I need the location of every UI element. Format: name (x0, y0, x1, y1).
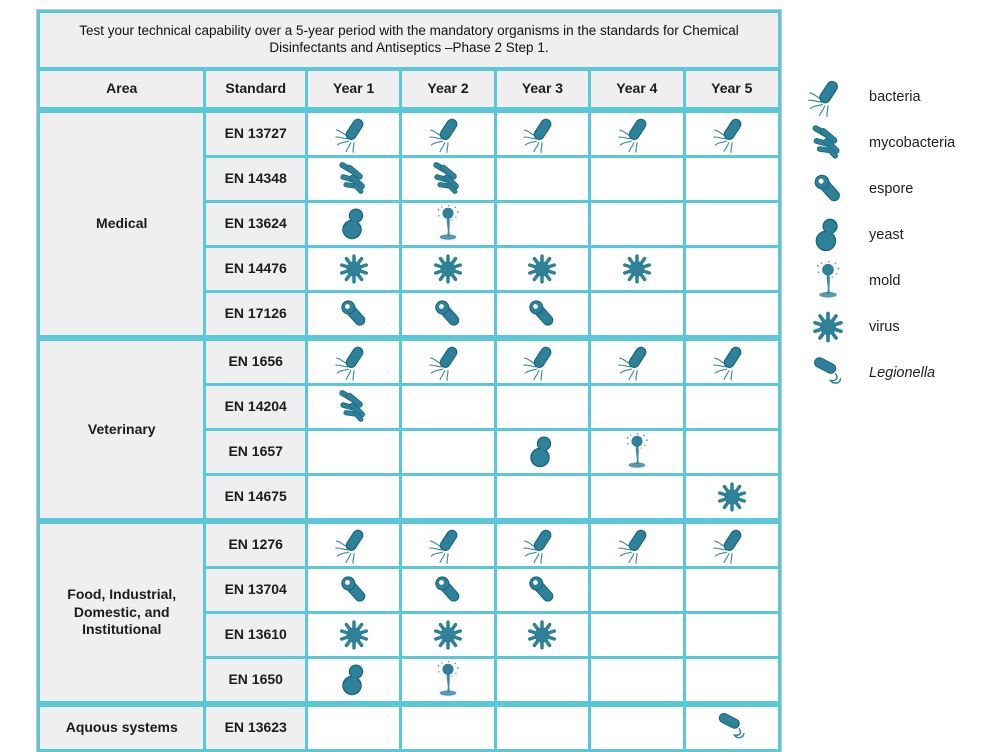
organism-cell (590, 338, 684, 385)
standard-cell: EN 1656 (205, 338, 307, 385)
organism-cell (495, 613, 589, 658)
table-row (39, 521, 780, 568)
organism-cell (590, 110, 684, 157)
virus-icon (808, 307, 848, 347)
espore-icon (808, 169, 848, 209)
legend-label: Legionella (869, 365, 936, 381)
standard-cell: EN 13623 (205, 704, 307, 751)
organism-cell (306, 568, 400, 613)
bacteria-icon (713, 526, 751, 564)
legend-icon-holder (805, 307, 851, 347)
legend-item (805, 304, 985, 350)
yeast-icon (335, 661, 373, 699)
organism-cell (590, 157, 684, 202)
legend-item (805, 120, 985, 166)
organism-cell (495, 292, 589, 339)
area-cell: Veterinary (39, 338, 205, 521)
mold-icon (618, 433, 656, 471)
area-cell: Aquous systems (39, 704, 205, 751)
mycobacteria-icon (335, 388, 373, 426)
virus-icon (523, 250, 561, 288)
organism-cell (401, 430, 495, 475)
organism-cell (495, 202, 589, 247)
organism-cell (306, 110, 400, 157)
bacteria-icon (523, 526, 561, 564)
legend-item (805, 166, 985, 212)
mycobacteria-icon (429, 160, 467, 198)
virus-icon (618, 250, 656, 288)
header-row (39, 69, 780, 110)
espore-icon (429, 571, 467, 609)
organism-cell (590, 568, 684, 613)
organism-cell (495, 247, 589, 292)
virus-icon (713, 478, 751, 516)
virus-icon (429, 250, 467, 288)
legend-icon-holder (805, 169, 851, 209)
organism-cell (684, 385, 779, 430)
standard-cell: EN 13704 (205, 568, 307, 613)
legionella-icon (713, 709, 751, 747)
column-header-year4: Year 4 (590, 69, 684, 110)
organism-cell (684, 338, 779, 385)
organism-cell (684, 202, 779, 247)
organism-cell (401, 568, 495, 613)
organism-cell (590, 430, 684, 475)
bacteria-icon (808, 77, 848, 117)
organism-cell (306, 247, 400, 292)
organism-cell (495, 157, 589, 202)
table-row (39, 338, 780, 385)
capability-table (37, 10, 781, 752)
organism-cell (401, 292, 495, 339)
legend-icon-holder (805, 261, 851, 301)
organism-cell (401, 475, 495, 522)
organism-cell (590, 521, 684, 568)
organism-cell (590, 613, 684, 658)
organism-cell (684, 613, 779, 658)
standard-cell: EN 1657 (205, 430, 307, 475)
table-row (39, 110, 780, 157)
organism-cell (495, 658, 589, 705)
organism-cell (306, 385, 400, 430)
mycobacteria-icon (808, 123, 848, 163)
organism-cell (684, 475, 779, 522)
legend-label: virus (869, 319, 900, 335)
organism-cell (306, 658, 400, 705)
organism-cell (401, 521, 495, 568)
yeast-icon (335, 205, 373, 243)
espore-icon (335, 295, 373, 333)
espore-icon (523, 295, 561, 333)
espore-icon (523, 571, 561, 609)
table-row (39, 704, 780, 751)
legend-label: mold (869, 273, 901, 289)
organism-cell (684, 430, 779, 475)
bacteria-icon (335, 115, 373, 153)
virus-icon (429, 616, 467, 654)
organism-cell (590, 704, 684, 751)
mold-icon (429, 661, 467, 699)
legend-icon-holder (805, 353, 851, 393)
virus-icon (335, 250, 373, 288)
organism-cell (401, 613, 495, 658)
organism-cell (401, 338, 495, 385)
bacteria-icon (523, 115, 561, 153)
legionella-icon (808, 353, 848, 393)
bacteria-icon (429, 526, 467, 564)
area-cell: Food, Industrial, Domestic, and Institutional (39, 521, 205, 704)
table-body (39, 110, 780, 751)
standard-cell: EN 13624 (205, 202, 307, 247)
organism-cell (306, 704, 400, 751)
organism-cell (495, 704, 589, 751)
organism-cell (684, 110, 779, 157)
standard-cell: EN 1276 (205, 521, 307, 568)
bacteria-icon (429, 343, 467, 381)
standard-cell: EN 14348 (205, 157, 307, 202)
column-header-year2: Year 2 (401, 69, 495, 110)
bacteria-icon (618, 343, 656, 381)
espore-icon (335, 571, 373, 609)
organism-cell (495, 475, 589, 522)
bacteria-icon (618, 526, 656, 564)
organism-cell (306, 613, 400, 658)
mold-icon (808, 261, 848, 301)
standard-cell: EN 14476 (205, 247, 307, 292)
legend-icon-holder (805, 123, 851, 163)
organism-cell (306, 475, 400, 522)
table-title: Test your technical capability over a 5-year period with the mandatory organisms in the standards for Chemical Disinfectants and Antiseptics –Phase 2 Step 1. (39, 12, 780, 70)
column-header-area: Area (39, 69, 205, 110)
bacteria-icon (618, 115, 656, 153)
bacteria-icon (335, 343, 373, 381)
bacteria-icon (713, 115, 751, 153)
organism-cell (590, 385, 684, 430)
organism-cell (401, 202, 495, 247)
organism-cell (495, 338, 589, 385)
organism-cell (684, 658, 779, 705)
organism-cell (590, 658, 684, 705)
standard-cell: EN 14675 (205, 475, 307, 522)
bacteria-icon (713, 343, 751, 381)
organism-cell (590, 202, 684, 247)
standard-cell: EN 13610 (205, 613, 307, 658)
yeast-icon (523, 433, 561, 471)
legend-item (805, 74, 985, 120)
organism-cell (306, 202, 400, 247)
standard-cell: EN 13727 (205, 110, 307, 157)
legend-icon-holder (805, 77, 851, 117)
legend-item (805, 350, 985, 396)
organism-cell (684, 568, 779, 613)
organism-cell (684, 247, 779, 292)
organism-cell (684, 292, 779, 339)
legend-label: bacteria (869, 89, 921, 105)
legend-icon-holder (805, 215, 851, 255)
organism-cell (684, 521, 779, 568)
mycobacteria-icon (335, 160, 373, 198)
yeast-icon (808, 215, 848, 255)
legend-label: mycobacteria (869, 135, 956, 151)
organism-cell (306, 521, 400, 568)
column-header-year1: Year 1 (306, 69, 400, 110)
organism-cell (306, 338, 400, 385)
organism-cell (401, 704, 495, 751)
organism-cell (401, 658, 495, 705)
organism-cell (495, 430, 589, 475)
area-cell: Medical (39, 110, 205, 338)
organism-cell (590, 475, 684, 522)
organism-cell (401, 385, 495, 430)
legend-item (805, 212, 985, 258)
legend-label: yeast (869, 227, 904, 243)
organism-cell (684, 157, 779, 202)
organism-cell (401, 110, 495, 157)
bacteria-icon (429, 115, 467, 153)
organism-cell (306, 157, 400, 202)
organism-cell (495, 110, 589, 157)
legend (805, 74, 985, 396)
standard-cell: EN 17126 (205, 292, 307, 339)
organism-cell (684, 704, 779, 751)
column-header-year3: Year 3 (495, 69, 589, 110)
bacteria-icon (335, 526, 373, 564)
capability-table-wrapper (37, 10, 781, 752)
organism-cell (306, 430, 400, 475)
standard-cell: EN 1650 (205, 658, 307, 705)
virus-icon (523, 616, 561, 654)
organism-cell (495, 521, 589, 568)
organism-cell (306, 292, 400, 339)
espore-icon (429, 295, 467, 333)
column-header-standard: Standard (205, 69, 307, 110)
organism-cell (401, 157, 495, 202)
organism-cell (401, 247, 495, 292)
organism-cell (495, 385, 589, 430)
legend-item (805, 258, 985, 304)
organism-cell (495, 568, 589, 613)
bacteria-icon (523, 343, 561, 381)
virus-icon (335, 616, 373, 654)
organism-cell (590, 292, 684, 339)
organism-cell (590, 247, 684, 292)
legend-label: espore (869, 181, 914, 197)
column-header-year5: Year 5 (684, 69, 779, 110)
mold-icon (429, 205, 467, 243)
standard-cell: EN 14204 (205, 385, 307, 430)
title-row (39, 12, 780, 70)
